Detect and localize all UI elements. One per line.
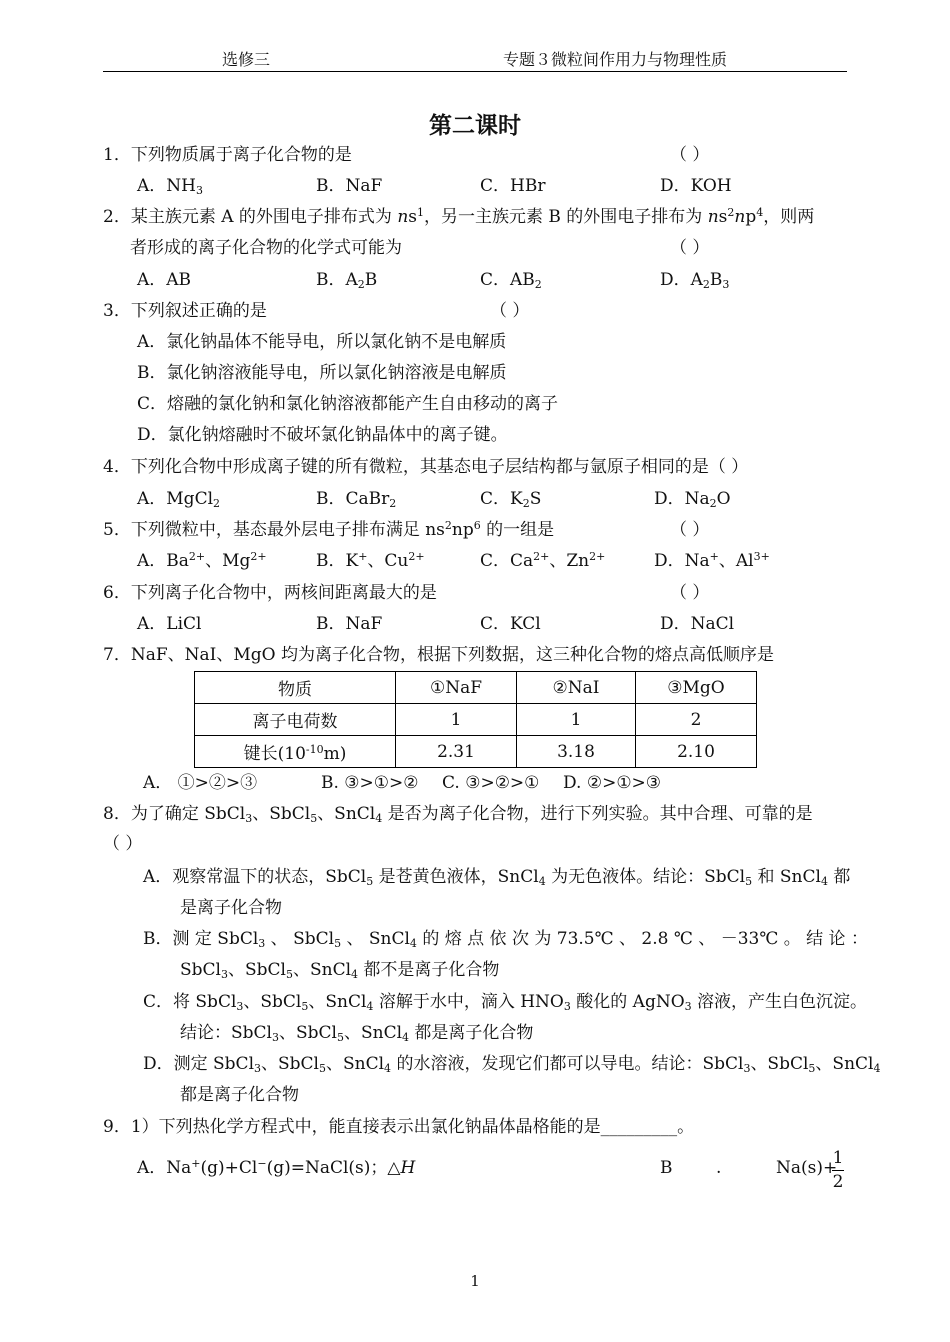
text-line-q4-d: D．$Na_2O$ [654,489,731,510]
text-line-q4-c: C．$K_2S$ [480,489,542,510]
text-line-q3-paren: （ ） [490,301,530,321]
table-cell: 2.31 [396,736,517,768]
text-line-q8-d2: 都是离子化合物 [180,1085,299,1105]
table-cell: 2 [636,704,757,736]
text-line-q9-b-expr: Na(s)+ [776,1158,838,1178]
text-line-q6-d: D．NaCl [660,614,735,634]
text-line-q3-c: C．熔融的氯化钠和氯化钠溶液都能产生自由移动的离子 [137,394,559,414]
text-line-q2-c: C．$AB_2$ [480,270,542,291]
table-cell: 1 [517,704,636,736]
text-line-q1-b: B．NaF [316,176,383,196]
fraction-numerator: 1 [832,1148,844,1168]
text-line-q9-b-dot: . [716,1158,722,1178]
fraction-denominator: 2 [832,1172,844,1192]
text-line-q1-c: C．HBr [480,176,546,196]
text-line-q8-c2: 结论：SbCl$_3$、SbCl$_5$、SnCl$_4$ 都是离子化合物 [180,1023,534,1044]
text-line-q2-paren: （ ） [670,238,710,258]
table-cell: 1 [396,704,517,736]
text-line-q8-2: （ ） [103,834,143,854]
table-row [195,736,757,768]
header-right: 专题３微粒间作用力与物理性质 [503,50,728,69]
page-title: 第二课时 [429,112,521,139]
text-line-q5: 5．下列微粒中，基态最外层电子排布满足 $ns^2np^6$ 的一组是 [103,519,555,540]
page-number: 1 [470,1272,480,1290]
text-line-q3-a: A．氯化钠晶体不能导电，所以氯化钠不是电解质 [137,332,507,352]
data-table [194,671,757,768]
text-line-q3: 3．下列叙述正确的是 [103,301,267,321]
table-cell: 3.18 [517,736,636,768]
text-line-q8-c1: C．将 SbCl$_3$、SbCl$_5$、SnCl$_4$ 溶解于水中，滴入 $HNO_3$ 酸化的 AgNO$_3$ 溶液，产生白色沉淀。 [143,992,868,1013]
text-line-q8-a2: 是离子化合物 [180,898,282,918]
fraction-one-half [832,1150,844,1191]
table-cell: 2.10 [636,736,757,768]
text-line-q5-b: B．K+、$Cu^{2+}$ [316,550,425,571]
text-line-q2-b: B．$A_2B$ [316,270,378,291]
table-cell: 键长$(10^{-10}m)$ [195,736,396,768]
text-line-q3-d: D．氯化钠熔融时不破坏氯化钠晶体中的离子键。 [137,425,508,445]
text-line-q2-d: D．$A_2B_3$ [660,270,730,291]
text-line-q9: 9．1）下列热化学方程式中，能直接表示出氯化钠晶体晶格能的是_________。 [103,1117,695,1137]
text-line-q7: 7．NaF、NaI、MgO 均为离子化合物，根据下列数据，这三种化合物的熔点高低顺序是 [103,645,774,665]
text-line-q1: 1．下列物质属于离子化合物的是 [103,145,352,165]
text-line-q5-a: A．$Ba^{2+}$、$Mg^{2+}$ [137,550,267,571]
text-line-q1-paren: （ ） [670,145,710,165]
table-cell: ②NaI [517,672,636,704]
text-line-q6-c: C．KCl [480,614,541,634]
fraction-bar [832,1170,844,1171]
header-rule [103,71,847,72]
text-line-q4-b: B．CaBr$_2$ [316,489,397,510]
text-line-q1-d: D．KOH [660,176,732,196]
text-line-q5-paren: （ ） [670,520,710,540]
table-cell: 离子电荷数 [195,704,396,736]
text-line-q5-c: C．$Ca^{2+}$、$Zn^{2+}$ [480,550,606,571]
text-line-q5-d: D．Na+、$Al^{3+}$ [654,550,770,571]
text-line-q2-a: A．AB [137,270,192,290]
text-line-q8-a1: A．观察常温下的状态，SbCl$_5$ 是苍黄色液体，SnCl$_4$ 为无色液体。结论：SbCl$_5$ 和 SnCl$_4$ 都 [143,867,851,888]
text-line-q3-b: B．氯化钠溶液能导电，所以氯化钠溶液是电解质 [137,363,507,383]
text-line-q9-a: A．Na+(g)+Cl−(g)=NaCl(s)；△H [137,1157,416,1178]
text-line-q7-d: D. ②>①>③ [563,773,662,793]
text-line-q8-1: 8．为了确定 SbCl$_3$、SbCl$_5$、SnCl$_4$ 是否为离子化合物，进行下列实验。其中合理、可靠的是 [103,804,813,825]
text-line-q6-b: B．NaF [316,614,383,634]
text-line-q1-a: A．$NH_3$ [137,176,203,197]
text-line-q7-b: B. ③>①>② [321,773,419,793]
text-line-q7-a: A． ①>②>③ [143,773,258,793]
text-line-q7-c: C. ③>②>① [442,773,540,793]
text-line-q4-a: A．MgCl$_2$ [137,489,221,510]
table-header-row [195,672,757,704]
table-cell: 物质 [195,672,396,704]
text-line-q8-b2: SbCl$_3$、SbCl$_5$、SnCl$_4$ 都不是离子化合物 [180,960,500,981]
table-cell: ③MgO [636,672,757,704]
text-line-q6: 6．下列离子化合物中，两核间距离最大的是 [103,583,437,603]
text-line-q6-paren: （ ） [670,583,710,603]
text-line-q2-1: 2．某主族元素 A 的外围电子排布式为 $ns^1$，另一主族元素 B 的外围电子排布为 $ns^2np^4$，则两 [103,206,815,227]
text-line-q9-b: B [660,1158,673,1178]
text-line-q8-b1: B．测 定 SbCl$_3$ 、 SbCl$_5$ 、 SnCl$_4$ 的 熔 点 依 次 为 73.5℃ 、 2.8 ℃ 、 －33℃ 。 结 论 ： [143,929,868,950]
text-line-q8-d1: D．测定 SbCl$_3$、SbCl$_5$、SnCl$_4$ 的水溶液，发现它们都可以导电。结论：SbCl$_3$、SbCl$_5$、SnCl$_4$ [143,1054,881,1075]
table-cell: ①NaF [396,672,517,704]
text-line-q6-a: A．LiCl [137,614,202,634]
text-line-q2-2: 者形成的离子化合物的化学式可能为 [130,238,402,258]
table-row [195,704,757,736]
text-line-q4: 4．下列化合物中形成离子键的所有微粒，其基态电子层结构都与氩原子相同的是（ ） [103,457,749,477]
header-left: 选修三 [222,50,271,69]
